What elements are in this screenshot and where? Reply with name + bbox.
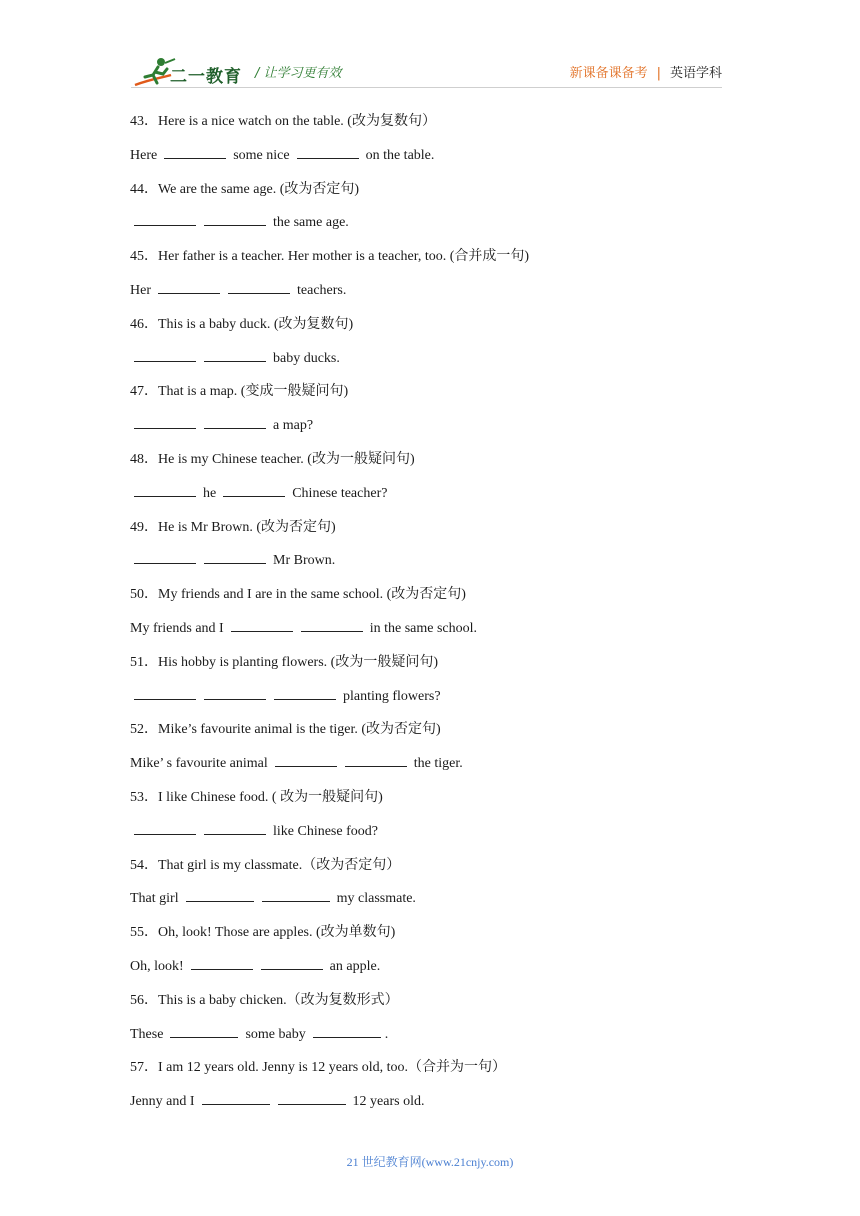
answer-text: a map? xyxy=(273,418,314,434)
answer-blank[interactable] xyxy=(134,482,196,497)
answer-blank[interactable] xyxy=(164,144,226,159)
answer-text: Chinese teacher? xyxy=(292,485,388,501)
answer-blank[interactable] xyxy=(313,1023,381,1038)
answer-text: an apple. xyxy=(329,958,381,974)
answer-line xyxy=(130,1023,730,1057)
question-text: 52．Mike’s favourite animal is the tiger. (改为否定句) xyxy=(130,722,441,738)
answer-text: my classmate. xyxy=(336,891,416,907)
answer-line xyxy=(130,1090,730,1124)
answer-text: Mike’ s favourite animal xyxy=(130,756,268,772)
answer-blank[interactable] xyxy=(170,1023,238,1038)
answer-blank[interactable] xyxy=(204,211,266,226)
answer-blank[interactable] xyxy=(345,752,407,767)
answer-text: 12 years old. xyxy=(352,1094,425,1110)
answer-blank[interactable] xyxy=(204,685,266,700)
answer-blank[interactable] xyxy=(202,1090,270,1105)
question-line xyxy=(130,1056,730,1090)
question-text: 47．That is a map. (变成一般疑问句) xyxy=(130,384,349,400)
answer-line xyxy=(130,820,730,854)
answer-text: like Chinese food? xyxy=(273,823,378,839)
answer-blank[interactable] xyxy=(274,685,336,700)
answer-blank[interactable] xyxy=(186,887,254,902)
answer-line xyxy=(130,955,730,989)
question-line xyxy=(130,380,730,414)
answer-line xyxy=(130,347,730,381)
answer-blank[interactable] xyxy=(158,279,220,294)
answer-line xyxy=(130,414,730,448)
answer-text: in the same school. xyxy=(369,620,478,636)
question-text: 55．Oh, look! Those are apples. (改为单数句) xyxy=(130,925,396,941)
answer-blank[interactable] xyxy=(204,347,266,362)
course-label: 新课备课备考 xyxy=(569,66,648,81)
answer-line xyxy=(130,887,730,921)
question-text: 51．His hobby is planting flowers. (改为一般疑问句) xyxy=(130,654,438,670)
answer-line xyxy=(130,144,730,178)
answer-blank[interactable] xyxy=(204,549,266,564)
question-text: 56．This is a baby chicken.（改为复数形式） xyxy=(130,992,399,1008)
answer-blank[interactable] xyxy=(301,617,363,632)
question-text: 43．Here is a nice watch on the table. (改为复数句） xyxy=(130,114,436,129)
answer-text: planting flowers? xyxy=(343,688,441,704)
answer-blank[interactable] xyxy=(261,955,323,970)
question-line xyxy=(130,313,730,347)
header-divider xyxy=(131,87,722,88)
answer-text: Mr Brown. xyxy=(273,553,336,569)
answer-blank[interactable] xyxy=(278,1090,346,1105)
page-header xyxy=(0,0,860,100)
brand-name: 二一教育 xyxy=(170,67,242,87)
answer-text: Here xyxy=(130,147,158,163)
subject-label: 英语学科 xyxy=(669,66,722,81)
question-text: 53．I like Chinese food. ( 改为一般疑问句) xyxy=(130,789,383,805)
answer-blank[interactable] xyxy=(297,144,359,159)
answer-text: some baby xyxy=(245,1026,306,1042)
exercise-list xyxy=(130,110,730,1124)
answer-blank[interactable] xyxy=(134,549,196,564)
question-line xyxy=(130,989,730,1023)
question-line xyxy=(130,178,730,212)
question-line xyxy=(130,921,730,955)
answer-text: on the table. xyxy=(365,147,435,163)
question-line xyxy=(130,786,730,820)
question-text: 46．This is a baby duck. (改为复数句) xyxy=(130,316,354,332)
answer-text: baby ducks. xyxy=(273,350,340,366)
answer-blank[interactable] xyxy=(223,482,285,497)
answer-blank[interactable] xyxy=(134,685,196,700)
page-footer: 21 世纪教育网(www.21cnjy.com) xyxy=(346,1155,514,1169)
header-separator: | xyxy=(656,66,661,81)
question-line xyxy=(130,651,730,685)
answer-line xyxy=(130,482,730,516)
answer-blank[interactable] xyxy=(275,752,337,767)
question-text: 45．Her father is a teacher. Her mother is a teacher, too. (合并成一句) xyxy=(130,249,530,265)
question-text: 48．He is my Chinese teacher. (改为一般疑问句) xyxy=(130,451,415,467)
question-line xyxy=(130,516,730,550)
question-line xyxy=(130,110,730,144)
question-line xyxy=(130,718,730,752)
answer-blank[interactable] xyxy=(191,955,253,970)
question-line xyxy=(130,854,730,888)
answer-text: These xyxy=(130,1026,164,1042)
answer-blank[interactable] xyxy=(134,414,196,429)
answer-blank[interactable] xyxy=(134,347,196,362)
header-course-info xyxy=(570,62,722,81)
answer-text: My friends and I xyxy=(130,620,224,636)
answer-blank[interactable] xyxy=(134,820,196,835)
answer-text: teachers. xyxy=(297,282,347,298)
answer-text: Her xyxy=(130,282,151,298)
answer-text: some nice xyxy=(233,147,290,163)
answer-blank[interactable] xyxy=(204,414,266,429)
answer-text: the tiger. xyxy=(413,756,463,772)
answer-text: Jenny and I xyxy=(130,1094,195,1110)
answer-blank[interactable] xyxy=(231,617,293,632)
answer-text: . xyxy=(384,1026,389,1042)
answer-blank[interactable] xyxy=(262,887,330,902)
answer-blank[interactable] xyxy=(228,279,290,294)
answer-text: he xyxy=(203,485,217,501)
answer-line xyxy=(130,549,730,583)
question-text: 57．I am 12 years old. Jenny is 12 years old, too.（合并为一句） xyxy=(130,1060,507,1076)
answer-text: Oh, look! xyxy=(130,958,184,974)
answer-text: the same age. xyxy=(273,215,349,231)
question-line xyxy=(130,448,730,482)
question-text: 44．We are the same age. (改为否定句) xyxy=(130,181,360,197)
answer-line xyxy=(130,211,730,245)
answer-blank[interactable] xyxy=(204,820,266,835)
answer-line xyxy=(130,752,730,786)
question-text: 49．He is Mr Brown. (改为否定句) xyxy=(130,519,336,535)
question-text: 50．My friends and I are in the same school. (改为否定句) xyxy=(130,587,466,603)
answer-blank[interactable] xyxy=(134,211,196,226)
question-text: 54．That girl is my classmate.（改为否定句） xyxy=(130,857,401,873)
answer-line xyxy=(130,685,730,719)
question-line xyxy=(130,583,730,617)
answer-line xyxy=(130,617,730,651)
answer-text: That girl xyxy=(130,891,179,907)
slogan: / 让学习更有效 xyxy=(255,66,342,81)
answer-line xyxy=(130,279,730,313)
question-line xyxy=(130,245,730,279)
